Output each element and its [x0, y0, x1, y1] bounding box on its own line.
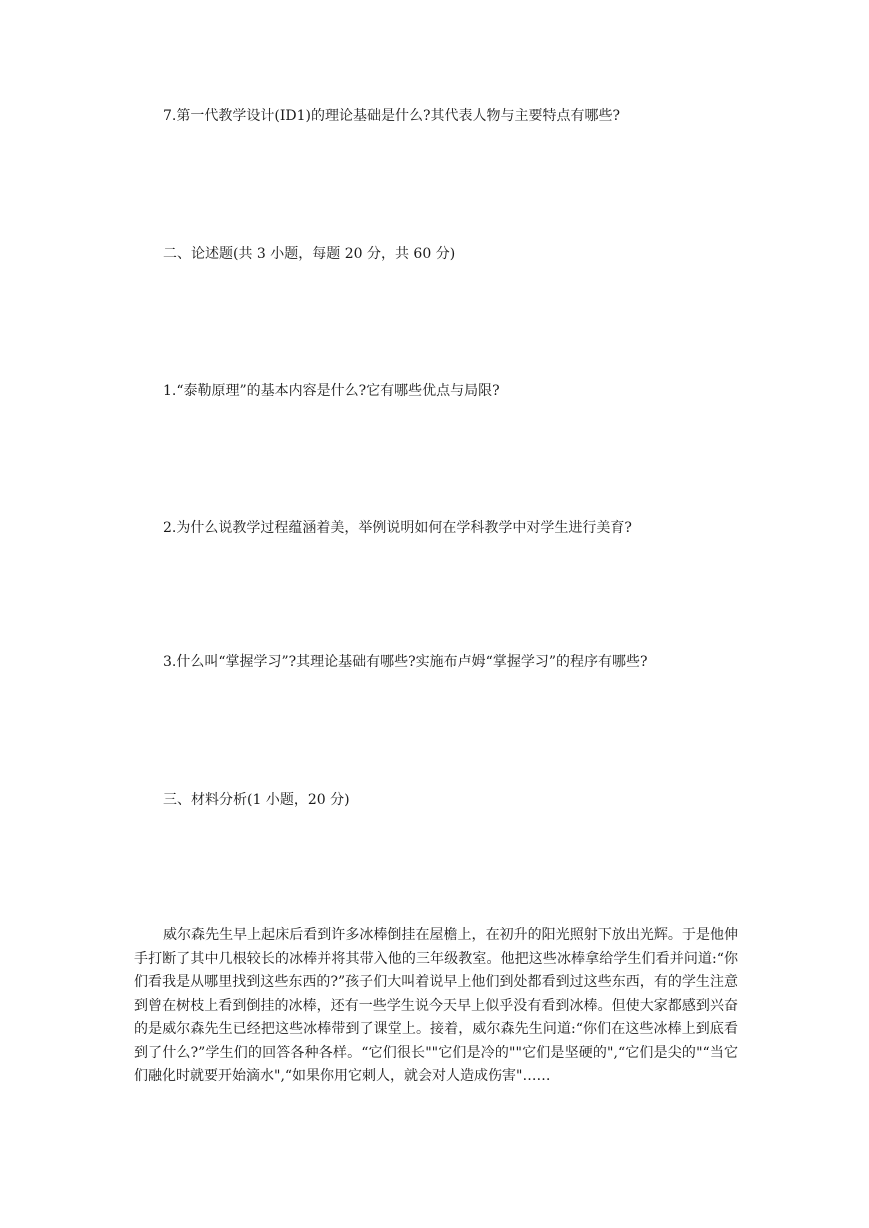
essay-question-1: 1.“泰勒原理”的基本内容是什么?它有哪些优点与局限? — [163, 383, 500, 399]
essay-question-2: 2.为什么说教学过程蕴涵着美，举例说明如何在学科教学中对学生进行美育? — [163, 520, 632, 536]
section-3-heading: 三、材料分析(1 小题，20 分) — [163, 792, 350, 808]
question-7: 7.第一代教学设计(ID1)的理论基础是什么?其代表人物与主要特点有哪些? — [163, 108, 620, 124]
essay-question-3: 3.什么叫“掌握学习”?其理论基础有哪些?实施布卢姆“掌握学习”的程序有哪些? — [163, 654, 648, 670]
section-2-heading: 二、论述题(共 3 小题，每题 20 分，共 60 分) — [163, 246, 456, 262]
material-paragraph: 威尔森先生早上起床后看到许多冰棒倒挂在屋檐上，在初升的阳光照射下放出光辉。于是他伸手打断了其中几根较长的冰棒并将其带入他的三年级教室。他把这些冰棒拿给学生们看并问道:“你们看我是从哪里找到这些东西的?”孩子们大叫着说早上他们到处都看到过这些东西，有的学生注意到曾在树枝上看到倒挂的冰棒，还有一些学生说今天早上似乎没有看到冰棒。但使大家都感到兴奋的是威尔森先生已经把这些冰棒带到了课堂上。接着，威尔森先生问道:“你们在这些冰棒上到底看到了什么?”学生们的回答各种各样。“它们很长""它们是冷的""它们是坚硬的",“它们是尖的"“当它们融化时就要开始滴水",“如果你用它刺人，就会对人造成伤害"…… — [134, 927, 738, 1084]
